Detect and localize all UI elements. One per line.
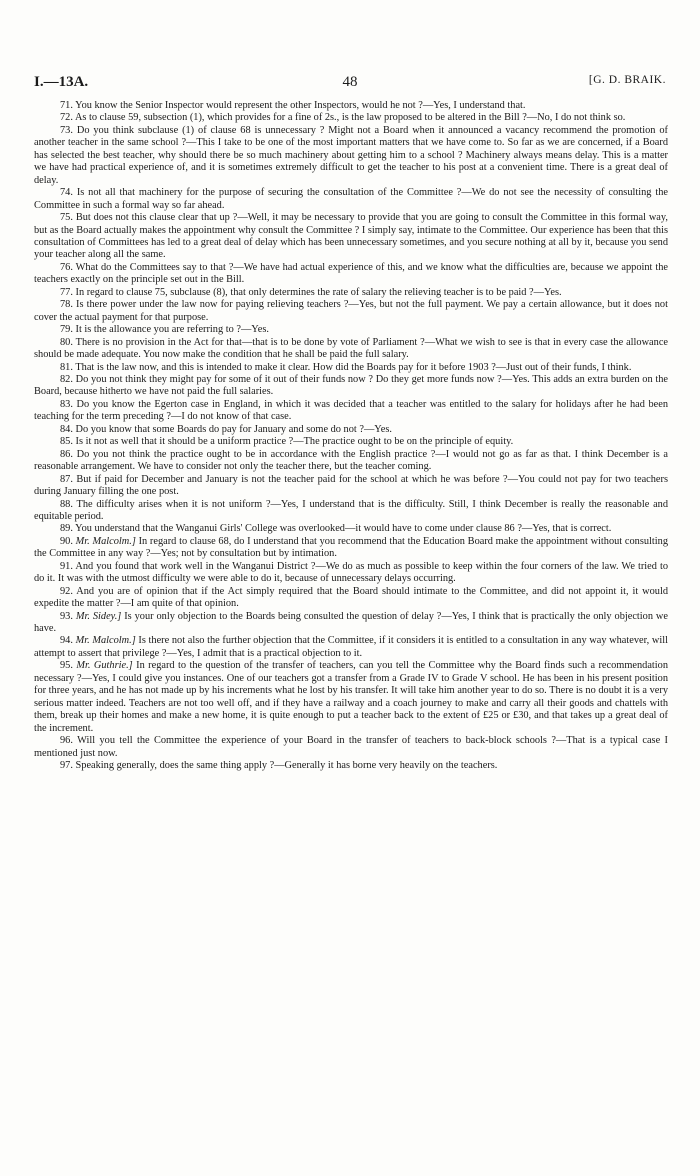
question-paragraph: [34, 523, 668, 535]
question-text: In regard to clause 75, subclause (8), that only determines the rate of salary the relieving teacher is to be paid ?—Yes.: [75, 286, 562, 298]
minutes-body: [34, 100, 668, 772]
question-text: It is the allowance you are referring to ?—Yes.: [75, 324, 269, 336]
question-number: 83.: [60, 398, 73, 410]
question-text: Will you tell the Committee the experience of your Board in the transfer of teachers to back-block schools ?—That is a typical case I mentioned just now.: [34, 735, 669, 759]
question-text: Do you think subclause (1) of clause 68 is unnecessary ? Might not a Board when it announced a vacancy recommend the promotion of another teacher in the same school ?—This I take to be one of the most important matters that we have come to. So far as we are concerned, if a Board has selected the best teacher, why should there be so much machinery about getting him to a school ? Machinery always means delay. This is a matter we have had practical experience of, and it is sometimes extremely difficult to get the teacher to his post at a convenient time. There is a great deal of delay.: [34, 124, 668, 186]
question-number: 81.: [60, 361, 73, 373]
question-text: Is your only objection to the Boards being consulted the question of delay ?—Yes, I think that is practically the only objection we have.: [34, 610, 668, 635]
question-number: 73.: [60, 124, 73, 136]
page-header: [34, 74, 666, 94]
question-number: 79.: [60, 324, 73, 336]
question-paragraph: [34, 100, 668, 112]
question-number: 91.: [60, 560, 73, 572]
question-paragraph: [34, 436, 668, 448]
question-number: 86.: [60, 448, 73, 460]
question-number: 97.: [60, 760, 73, 772]
question-number: 93.: [60, 610, 73, 622]
question-paragraph: [34, 499, 668, 524]
speaker-name: Mr. Guthrie.]: [76, 660, 133, 672]
question-text: The difficulty arises when it is not uniform ?—Yes, I understand that is the difficulty. Still, I think December is really the reasonable and equitable period.: [34, 498, 668, 522]
question-paragraph: [34, 561, 668, 586]
question-text: Speaking generally, does the same thing apply ?—Generally it has borne very heavily on the teachers.: [75, 760, 498, 772]
question-paragraph: [34, 474, 668, 499]
question-text: What do the Committees say to that ?—We have had actual experience of this, and we know what the difficulties are, because we appoint the teachers exactly on the principle set out in the Bill.: [34, 261, 668, 286]
question-paragraph: [34, 611, 668, 636]
question-text: Is it not as well that it should be a uniform practice ?—The practice ought to be on the principle of equity.: [75, 436, 514, 448]
question-text: You understand that the Wanganui Girls' College was overlooked—it would have to come under clause 86 ?—Yes, that is correct.: [75, 523, 612, 535]
page-number: 48: [342, 74, 358, 90]
question-number: 77.: [60, 286, 73, 298]
question-text: As to clause 59, subsection (1), which provides for a fine of 2s., is the law proposed to be altered in the Bill ?—No, I do not think so.: [74, 112, 626, 124]
question-paragraph: [34, 337, 668, 362]
witness-name: [G. D. BRAIK.: [588, 74, 666, 86]
question-paragraph: [34, 760, 668, 772]
question-number: 80.: [60, 336, 73, 348]
question-number: 96.: [60, 735, 73, 747]
question-paragraph: [34, 287, 668, 299]
question-number: 89.: [60, 523, 73, 535]
speaker-name: Mr. Malcolm.]: [75, 635, 136, 647]
question-number: 84.: [60, 423, 73, 435]
question-text: But does not this clause clear that up ?—Well, it may be necessary to provide that you are going to consult the Committee in this formal way, but as the Board actually makes the appointment why consult the Committee ? I simply say, intimate to the Committee. Our experience has been that this consultation of Committees has led to a great deal of delay which has been unnecessary sometimes, and you secure nothing at all by it, because you send your teacher along all the same.: [34, 212, 668, 261]
question-paragraph: [34, 299, 668, 324]
document-reference: I.—13A.: [34, 74, 89, 90]
speaker-name: Mr. Malcolm.]: [75, 535, 136, 547]
question-text: Do you not think the practice ought to be in accordance with the English practice ?—I would not go as far as that. I think December is a reasonable arrangement. We have to consider not only the teacher there, but the teacher coming.: [34, 448, 668, 473]
question-number: 87.: [60, 473, 73, 485]
question-text: Do you know that some Boards do pay for January and some do not ?—Yes.: [75, 423, 392, 435]
question-paragraph: [34, 424, 668, 436]
question-text: In regard to clause 68, do I understand that you recommend that the Education Board make the appointment without consulting the Committee in any way ?—Yes; not by consultation but by intimation.: [34, 535, 669, 560]
question-text: You know the Senior Inspector would represent the other Inspectors, would he not ?—Yes, I understand that.: [75, 100, 526, 111]
question-paragraph: [34, 125, 668, 187]
question-text: Is not all that machinery for the purpose of securing the consultation of the Committee ?—We do not see the necessity of consulting the Committee in such a formal way so far ahead.: [34, 187, 668, 211]
question-paragraph: [34, 374, 668, 399]
question-paragraph: [34, 212, 668, 262]
question-number: 88.: [60, 498, 73, 510]
question-number: 82.: [60, 373, 73, 385]
question-number: 85.: [60, 436, 73, 448]
question-paragraph: [34, 399, 668, 424]
question-number: 75.: [60, 212, 73, 224]
question-number: 78.: [60, 299, 73, 311]
question-number: 76.: [60, 261, 73, 273]
speaker-name: Mr. Sidey.]: [75, 610, 122, 622]
question-paragraph: [34, 324, 668, 336]
question-paragraph: [34, 362, 668, 374]
question-paragraph: [34, 262, 668, 287]
question-paragraph: [34, 112, 668, 124]
question-number: 94.: [60, 635, 73, 647]
question-paragraph: [34, 660, 668, 735]
question-text: And you are of opinion that if the Act simply required that the Board should intimate to the Committee, and did not appoint it, it would expedite the matter ?—I am quite of that opinion.: [34, 585, 669, 610]
question-text: But if paid for December and January is not the teacher paid for the school at which he was before ?—You could not pay for two teachers during January filling the one post.: [34, 473, 668, 498]
question-text: And you found that work well in the Wanganui District ?—We do as much as possible to keep within the four corners of the law. We tried to do it. It was with the utmost difficulty we were able to do it, because of unnecessary delays occurring.: [34, 560, 669, 585]
question-paragraph: [34, 536, 668, 561]
question-text: Do you know the Egerton case in England, in which it was decided that a teacher was entitled to the salary for holidays after he had been teaching for the term preceding ?—I do not know of that case.: [34, 398, 668, 423]
question-text: Is there power under the law now for paying relieving teachers ?—Yes, but not the full payment. We pay a certain allowance, but it does not cover the actual payment for that purpose.: [34, 299, 668, 323]
question-text: There is no provision in the Act for that—that is to be done by vote of Parliament ?—What we wish to see is that in every case the allowance should be made adequate. You now make the condition that he shall be paid the full salary.: [34, 336, 668, 361]
question-paragraph: [34, 586, 668, 611]
question-paragraph: [34, 635, 668, 660]
question-number: 92.: [60, 585, 73, 597]
question-number: 74.: [60, 187, 73, 199]
question-paragraph: [34, 187, 668, 212]
question-paragraph: [34, 735, 668, 760]
question-number: 72.: [60, 112, 73, 124]
question-number: 95.: [60, 660, 73, 672]
question-text: That is the law now, and this is intended to make it clear. How did the Boards pay for it before 1903 ?—Just out of their funds, I think.: [75, 361, 632, 373]
question-text: Do you not think they might pay for some of it out of their funds now ? Do they get more funds now ?—Yes. This adds an extra burden on the Board, because hitherto we have not paid the full salaries.: [34, 373, 668, 398]
question-number: 90.: [60, 535, 73, 547]
question-number: 71.: [60, 100, 73, 111]
question-text: In regard to the question of the transfer of teachers, can you tell the Committee why the Board finds such a recommendation necessary ?—Yes, I could give you instances. One of our teachers got a transfer from a Grade IV to Grade V school. He has been in his present position for three years, and he has not made up by his increments what he lost by his transfer. It will take him another year to do so. There is no doubt it is a very serious matter indeed. Teachers are not too well off, and if they have a railway and a coach journey to make and carry all their goods and chattels with them, break up their homes and make a new home, it is quite enough to put a teacher back to the extent of £25 or £30, and that takes up a great deal of the increment.: [34, 660, 668, 734]
question-paragraph: [34, 449, 668, 474]
question-text: Is there not also the further objection that the Committee, if it considers it is entitled to a consultation in any way whatever, will attempt to assert that privilege ?—Yes, I admit that is a practical objection to it.: [34, 635, 668, 659]
